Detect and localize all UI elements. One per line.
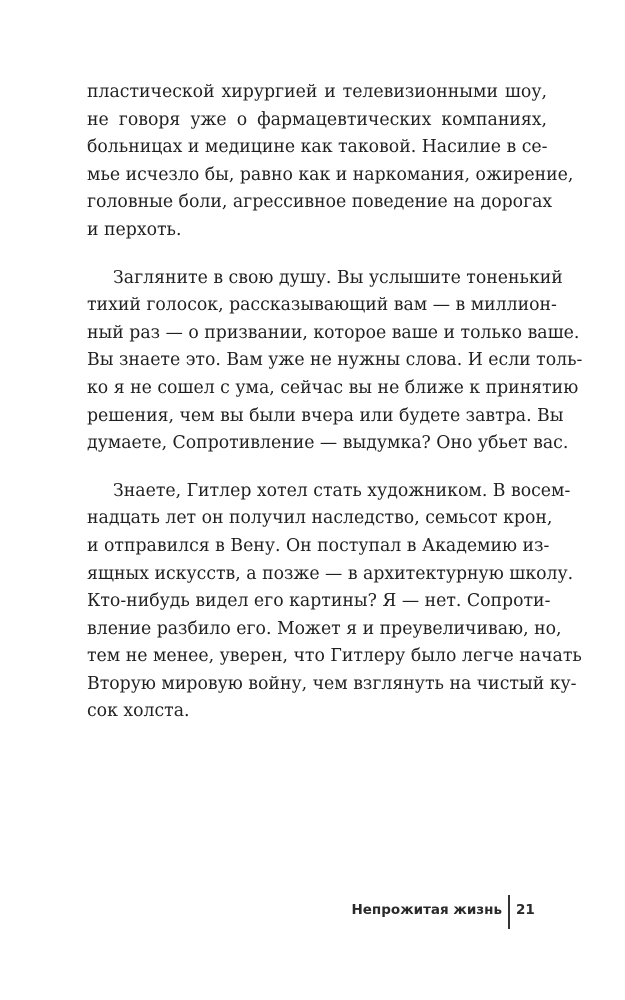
- text-line: Кто-нибудь видел его картины? Я — нет. Сопроти-: [87, 591, 551, 612]
- text-line: не говоря уже о фармацевтических компаниях,: [87, 109, 547, 130]
- text-line: и отправился в Вену. Он поступал в Академию из-: [87, 535, 550, 556]
- text-line: пластической хирургией и телевизионными шоу,: [87, 82, 547, 102]
- text-line: думаете, Сопротивление — выдумка? Оно убьет вас.: [87, 433, 569, 454]
- text-line: Загляните в свою душу. Вы услышите тоненький: [113, 267, 563, 288]
- paragraph: [87, 478, 582, 726]
- running-title: Непрожитая жизнь: [351, 902, 502, 918]
- text-line: головные боли, агрессивное поведение на дорогах: [87, 192, 553, 213]
- paragraph-gap: [87, 458, 547, 478]
- text-line: надцать лет он получил наследство, семьсот крон,: [87, 508, 553, 529]
- text-line: и перхоть.: [87, 219, 182, 240]
- text-line: ко я не сошел с ума, сейчас вы не ближе к принятию: [87, 377, 579, 398]
- paragraph-gap: [87, 245, 547, 265]
- text-line: тем не менее, уверен, что Гитлеру было легче начать: [87, 646, 582, 667]
- text-line: Знаете, Гитлер хотел стать художником. В восем-: [113, 480, 571, 501]
- text-line: больницах и медицине как таковой. Насилие в се-: [87, 137, 548, 158]
- text-line: ный раз — о призвании, которое ваше и только ваше.: [87, 322, 580, 343]
- text-line: тихий голосок, рассказывающий вам — в миллион-: [87, 295, 557, 316]
- text-line: Вы знаете это. Вам уже не нужны слова. И если толь-: [87, 350, 583, 371]
- text-line: решения, чем вы были вчера или будете завтра. Вы: [87, 405, 564, 426]
- paragraph: [87, 79, 574, 245]
- page-footer: [0, 895, 625, 929]
- text-line: Вторую мировую войну, чем взглянуть на чистый ку-: [87, 673, 577, 694]
- page-body: [87, 79, 583, 726]
- page-number: 21: [516, 902, 535, 918]
- paragraph: [87, 265, 583, 458]
- text-line: вление разбило его. Может я и преувеличиваю, но,: [87, 618, 562, 639]
- text-line: ящных искусств, а позже — в архитектурную школу.: [87, 563, 574, 584]
- footer-divider: [508, 895, 510, 929]
- text-line: сок холста.: [87, 701, 190, 722]
- text-line: мье исчезло бы, равно как и наркомания, ожирение,: [87, 164, 574, 185]
